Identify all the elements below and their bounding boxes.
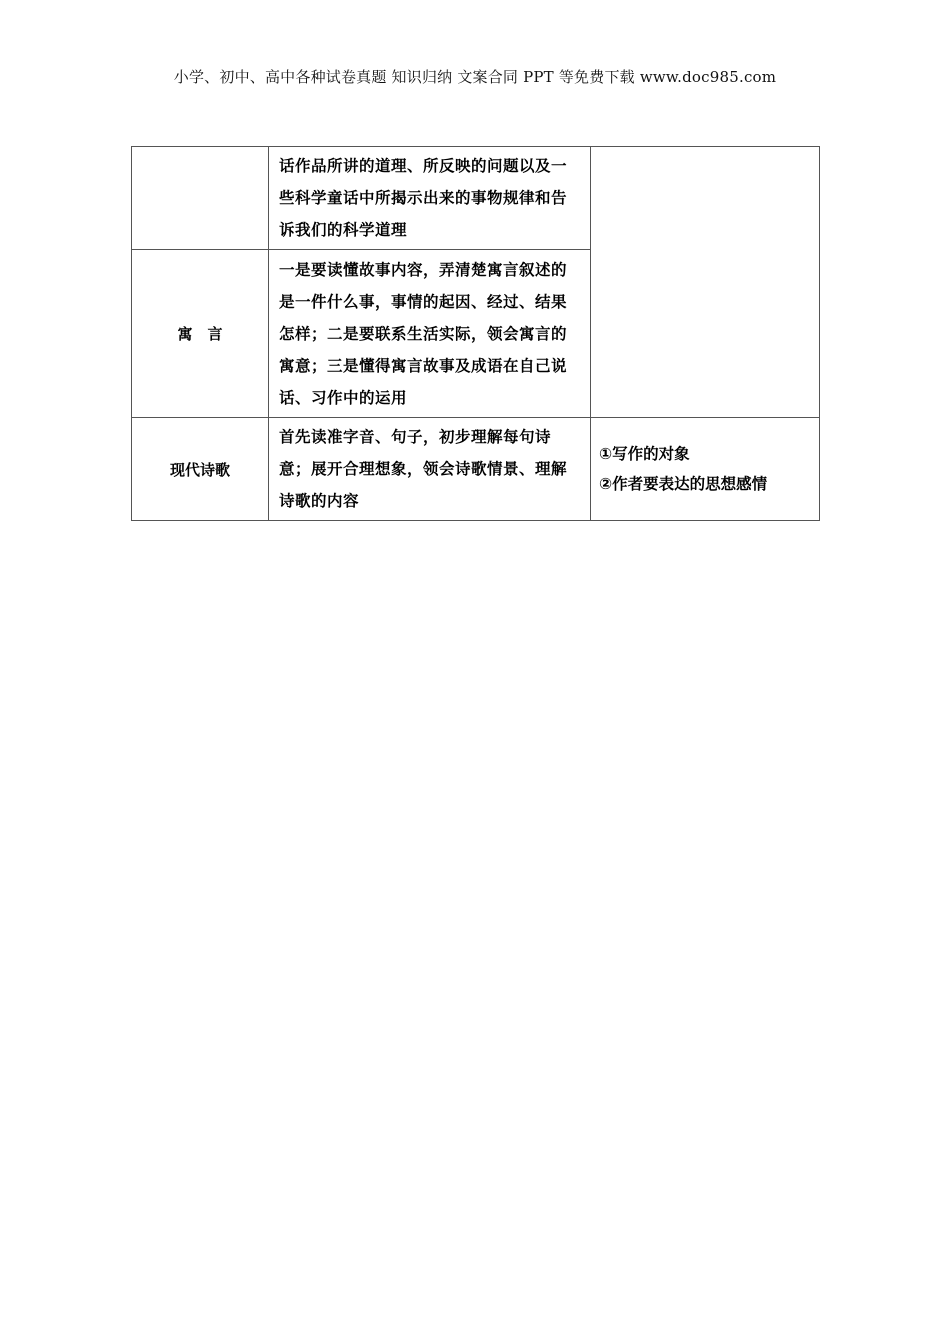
- table-row: [132, 418, 820, 521]
- requirements-cell: [591, 147, 820, 418]
- genre-cell: 现代诗歌: [132, 418, 269, 521]
- genre-cell: [132, 147, 269, 250]
- page-header: 小学、初中、高中各种试卷真题 知识归纳 文案合同 PPT 等免费下载 www.doc985.com: [173, 68, 777, 86]
- genre-cell: 寓 言: [132, 250, 269, 418]
- method-cell: 首先读准字音、句子，初步理解每句诗意；展开合理想象，领会诗歌情景、理解诗歌的内容: [269, 418, 591, 521]
- requirement-item: ①写作的对象: [599, 445, 690, 463]
- reading-methods-table: [131, 146, 820, 521]
- method-cell: 一是要读懂故事内容，弄清楚寓言叙述的是一件什么事，事情的起因、经过、结果怎样；二是要联系生活实际，领会寓言的寓意；三是懂得寓言故事及成语在自己说话、习作中的运用: [269, 250, 591, 418]
- requirements-cell: [591, 418, 820, 521]
- method-cell: 话作品所讲的道理、所反映的问题以及一些科学童话中所揭示出来的事物规律和告诉我们的科学道理: [269, 147, 591, 250]
- table-row: [132, 147, 820, 250]
- requirement-item: ②作者要表达的思想感情: [599, 475, 768, 493]
